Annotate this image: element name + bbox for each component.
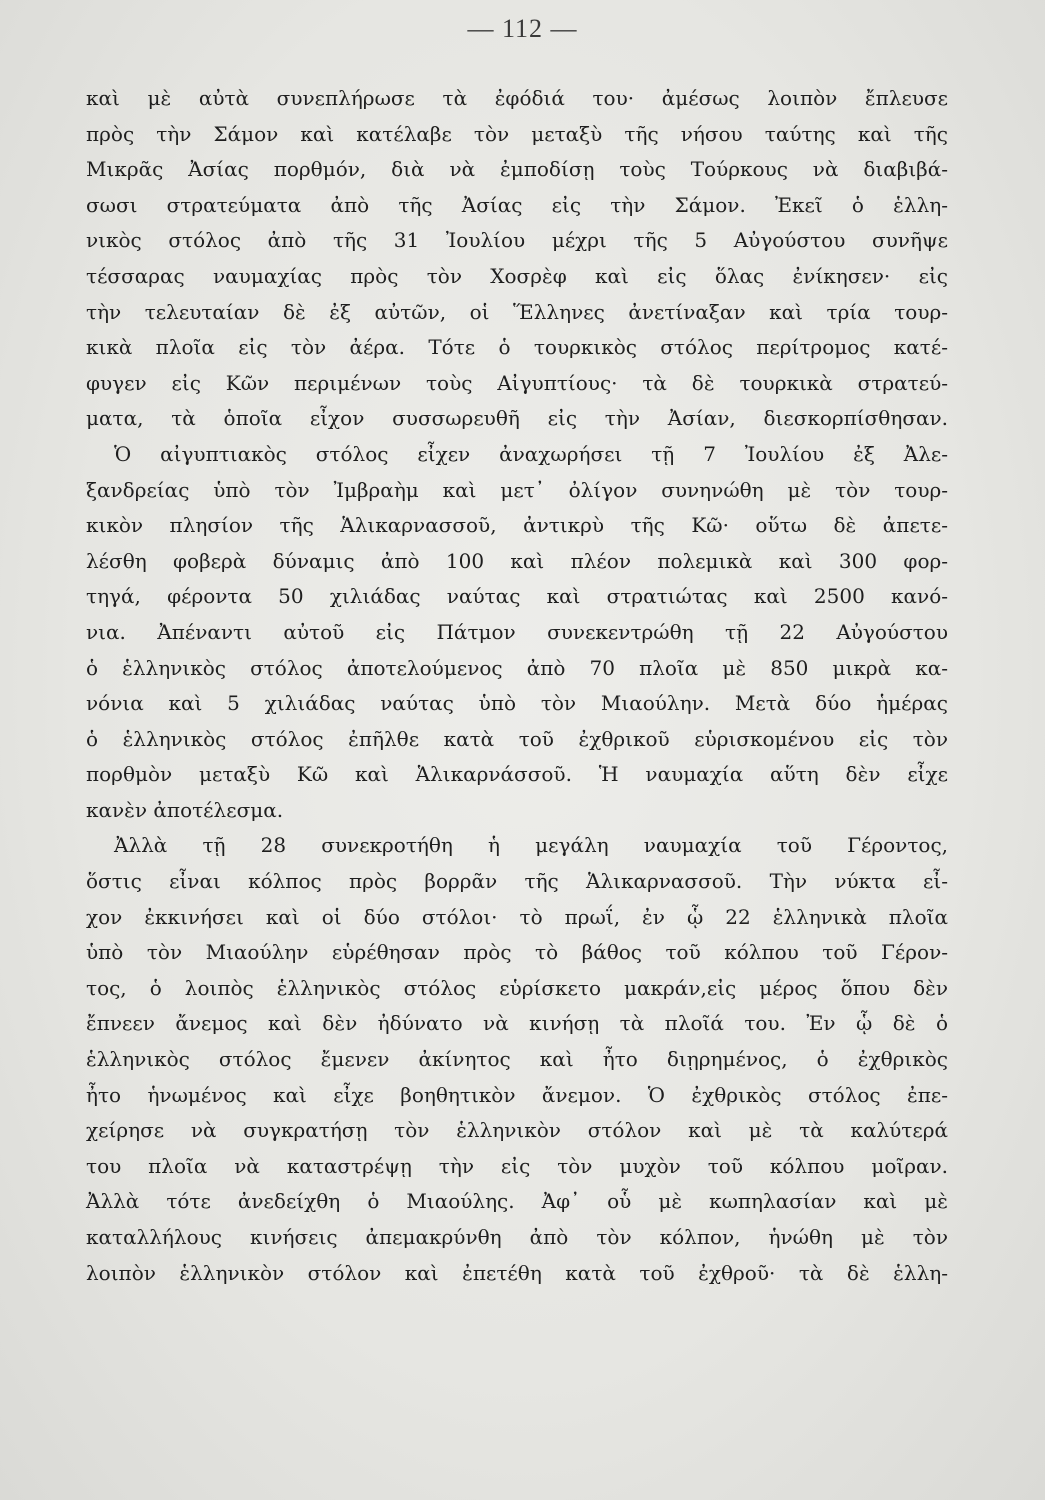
text-line: φυγεν εἰς Κῶν περιμένων τοὺς Αἰγυπτίους· τὰ δὲ τουρκικὰ στρατεύ- (86, 370, 948, 395)
text-line: ξανδρείας ὑπὸ τὸν Ἰμβραὴμ καὶ μετ᾽ ὀλίγον συνηνώθη μὲ τὸν τουρ- (86, 477, 948, 502)
text-line: τὴν τελευταίαν δὲ ἐξ αὐτῶν, οἱ Ἕλληνες ἀνετίναξαν καὶ τρία τουρ- (86, 299, 948, 324)
text-line: Μικρᾶς Ἀσίας πορθμόν, διὰ νὰ ἐμποδίσῃ τοὺς Τούρκους νὰ διαβιβά- (86, 157, 948, 182)
text-line: χον ἐκκινήσει καὶ οἱ δύο στόλοι· τὸ πρωΐ, ἐν ᾧ 22 ἑλληνικὰ πλοῖα (86, 904, 948, 929)
text-line: ὅστις εἶναι κόλπος πρὸς βορρᾶν τῆς Ἁλικαρνασσοῦ. Τὴν νύκτα εἶ- (86, 869, 948, 894)
page-number: — 112 — (467, 14, 578, 43)
text-line: καὶ μὲ αὐτὰ συνεπλήρωσε τὰ ἐφόδιά του· ἀμέσως λοιπὸν ἔπλευσε (86, 86, 948, 110)
text-line: πρὸς τὴν Σάμον καὶ κατέλαβε τὸν μεταξὺ τῆς νήσου ταύτης καὶ τῆς (86, 121, 948, 146)
text-line: ἑλληνικὸς στόλος ἔμενεν ἀκίνητος καὶ ἦτο διῃρημένος, ὁ ἐχθρικὸς (86, 1047, 948, 1072)
text-line: ματα, τὰ ὁποῖα εἶχον συσσωρευθῆ εἰς τὴν Ἀσίαν, διεσκορπίσθησαν. (86, 406, 948, 431)
body-text (86, 81, 948, 1291)
text-line: ἦτο ἡνωμένος καὶ εἶχε βοηθητικὸν ἄνεμον. Ὁ ἐχθρικὸς στόλος ἐπε- (86, 1082, 948, 1107)
text-line: ὁ ἑλληνικὸς στόλος ἀποτελούμενος ἀπὸ 70 πλοῖα μὲ 850 μικρὰ κα- (86, 655, 948, 680)
text-line: λέσθη φοβερὰ δύναμις ἀπὸ 100 καὶ πλέον πολεμικὰ καὶ 300 φορ- (86, 548, 948, 573)
text-line: χείρησε νὰ συγκρατήσῃ τὸν ἑλληνικὸν στόλον καὶ μὲ τὰ καλύτερά (86, 1118, 948, 1143)
text-line: ὁ ἑλληνικὸς στόλος ἐπῆλθε κατὰ τοῦ ἐχθρικοῦ εὑρισκομένου εἰς τὸν (86, 726, 948, 751)
text-line: κανὲν ἀποτέλεσμα. (86, 797, 284, 822)
text-line: λοιπὸν ἑλληνικὸν στόλον καὶ ἐπετέθη κατὰ τοῦ ἐχθροῦ· τὰ δὲ ἑλλη- (86, 1260, 948, 1285)
text-line: κικὰ πλοῖα εἰς τὸν ἀέρα. Τότε ὁ τουρκικὸς στόλος περίτρομος κατέ- (86, 335, 948, 360)
text-line: ὑπὸ τὸν Μιαούλην εὑρέθησαν πρὸς τὸ βάθος τοῦ κόλπου τοῦ Γέρον- (86, 940, 948, 965)
text-line: τέσσαρας ναυμαχίας πρὸς τὸν Χοσρὲφ καὶ εἰς ὅλας ἐνίκησεν· εἰς (86, 263, 948, 288)
text-line: πορθμὸν μεταξὺ Κῶ καὶ Ἁλικαρνάσσοῦ. Ἡ ναυμαχία αὕτη δὲν εἶχε (86, 762, 948, 787)
text-line: του πλοῖα νὰ καταστρέψῃ τὴν εἰς τὸν μυχὸν τοῦ κόλπου μοῖραν. (86, 1153, 948, 1178)
text-line: νόνια καὶ 5 χιλιάδας ναύτας ὑπὸ τὸν Μιαούλην. Μετὰ δύο ἡμέρας (86, 691, 948, 716)
text-line: ἔπνεεν ἄνεμος καὶ δὲν ἠδύνατο νὰ κινήσῃ τὰ πλοῖά του. Ἐν ᾧ δὲ ὁ (86, 1011, 948, 1036)
text-line: κικὸν πλησίον τῆς Ἁλικαρνασσοῦ, ἀντικρὺ τῆς Κῶ· οὕτω δὲ ἀπετε- (86, 513, 948, 538)
text-line: Ὁ αἰγυπτιακὸς στόλος εἶχεν ἀναχωρήσει τῇ 7 Ἰουλίου ἐξ Ἀλε- (114, 441, 948, 466)
text-line: νια. Ἀπέναντι αὐτοῦ εἰς Πάτμον συνεκεντρώθη τῇ 22 Αὐγούστου (86, 619, 948, 644)
text-line: Ἀλλὰ τῇ 28 συνεκροτήθη ἡ μεγάλη ναυμαχία τοῦ Γέροντος, (114, 833, 948, 858)
text-line: καταλλήλους κινήσεις ἀπεμακρύνθη ἀπὸ τὸν κόλπον, ἡνώθη μὲ τὸν (86, 1225, 948, 1249)
text-line: νικὸς στόλος ἀπὸ τῆς 31 Ἰουλίου μέχρι τῆς 5 Αὐγούστου συνῆψε (86, 228, 948, 253)
text-line: σωσι στρατεύματα ἀπὸ τῆς Ἀσίας εἰς τὴν Σάμον. Ἐκεῖ ὁ ἑλλη- (86, 192, 948, 217)
text-line: Ἀλλὰ τότε ἀνεδείχθη ὁ Μιαούλης. Ἀφ᾽ οὗ μὲ κωπηλασίαν καὶ μὲ (86, 1189, 948, 1214)
text-line: τηγά, φέροντα 50 χιλιάδας ναύτας καὶ στρατιώτας καὶ 2500 κανό- (86, 584, 948, 609)
text-line: τος, ὁ λοιπὸς ἑλληνικὸς στόλος εὑρίσκετο μακράν,εἰς μέρος ὅπου δὲν (86, 975, 948, 1000)
